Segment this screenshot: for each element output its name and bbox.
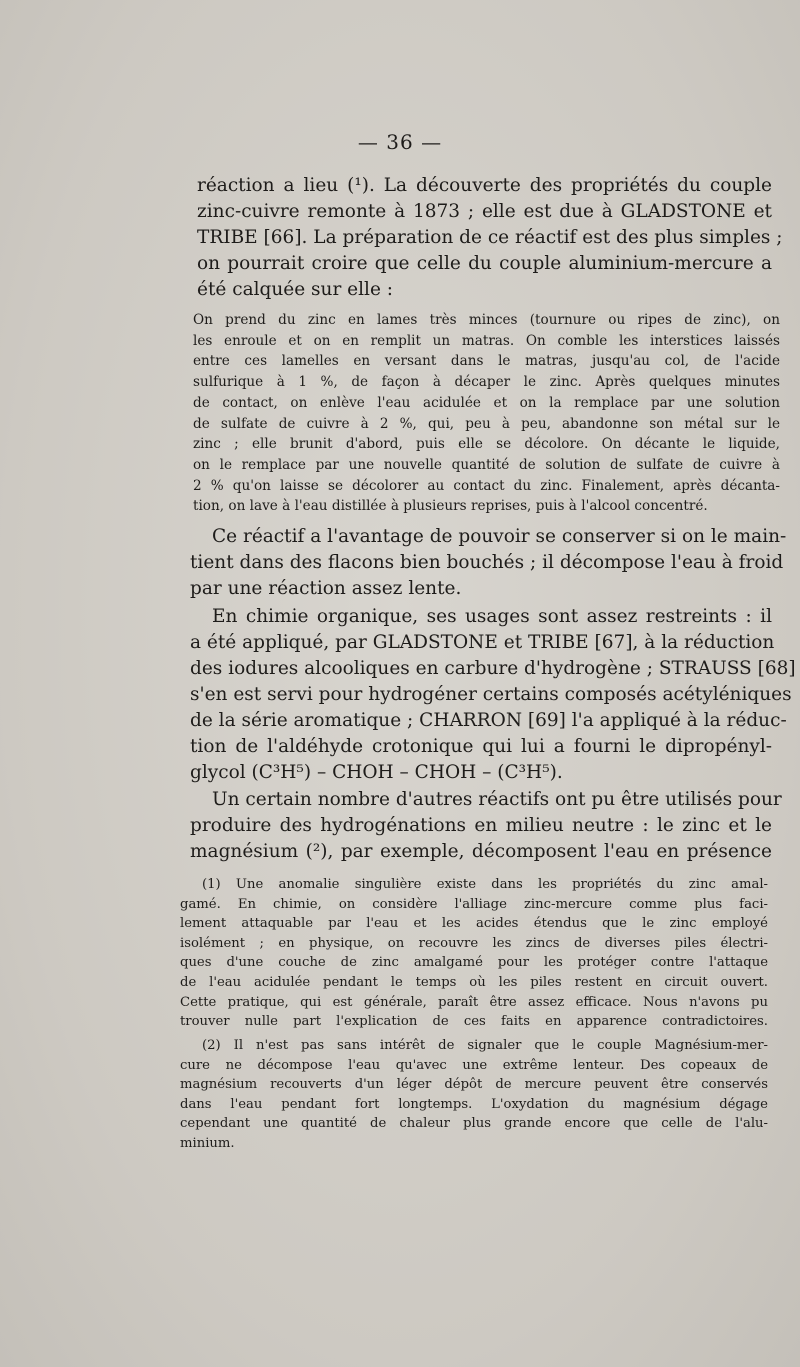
text-line: gamé. En chimie, on considère l'alliage zinc-mercure comme plus faci- [180,896,768,912]
text-line: dans l'eau pendant fort longtemps. L'oxydation du magnésium dégage [180,1096,768,1112]
footnote-2 [180,1036,768,1154]
text-line: produire des hydrogénations en milieu neutre : le zinc et le [190,815,772,836]
text-line: les enroule et on en remplit un matras. On comble les interstices laissés [193,332,780,349]
text-line: magnésium recouverts d'un léger dépôt de mercure peuvent être conservés [180,1077,768,1093]
text-line: Ce réactif a l'avantage de pouvoir se conserver si on le main- [212,526,787,547]
text-line: réaction a lieu (¹). La découverte des propriétés du couple [197,175,772,196]
text-line: trouver nulle part l'explication de ces faits en apparence contradictoires. [180,1014,768,1030]
text-line: Un certain nombre d'autres réactifs ont pu être utilisés pour [212,789,782,810]
text-line: (2) Il n'est pas sans intérêt de signaler que le couple Magnésium-mer- [202,1038,768,1053]
text-line: isolément ; en physique, on recouvre les zincs de diverses piles électri- [180,935,768,951]
text-line: on le remplace par une nouvelle quantité de solution de sulfate de cuivre à [193,456,780,473]
page-number: — 36 — [357,130,443,154]
quoted-procedure [193,310,780,517]
footnote-1 [180,875,768,1032]
text-line: (1) Une anomalie singulière existe dans les propriétés du zinc amal- [202,877,768,892]
text-line: ques d'une couche de zinc amalgamé pour les protéger contre l'attaque [180,955,768,971]
text-line: tion, on lave à l'eau distillée à plusieurs reprises, puis à l'alcool concentré. [193,498,708,515]
text-line: Cette pratique, qui est générale, paraît être assez efficace. Nous n'avons pu [180,994,768,1010]
paragraph-advantage [190,524,787,602]
text-line: sulfurique à 1 %, de façon à décaper le zinc. Après quelques minutes [193,374,780,391]
text-line: magnésium (²), par exemple, décomposent l'eau en présence [190,841,772,862]
text-line: de sulfate de cuivre à 2 %, qui, peu à peu, abandonne son métal sur le [193,415,780,432]
text-line: tient dans des flacons bien bouchés ; il décompose l'eau à froid [190,552,784,573]
paragraph-neutral-hydrogenation [190,787,782,865]
text-line: lement attaquable par l'eau et les acides étendus que le zinc employé [180,916,768,932]
text-line: En chimie organique, ses usages sont assez restreints : il [212,606,772,627]
text-line: de la série aromatique ; CHARRON [69] l'a appliqué à la réduc- [190,710,787,731]
text-line: été calquée sur elle : [197,279,394,300]
text-line: de l'eau acidulée pendant le temps où les piles restent en circuit ouvert. [180,974,768,990]
text-line: s'en est servi pour hydrogéner certains composés acétyléniques [190,684,792,705]
text-line: cure ne décompose l'eau qu'avec une extrême lenteur. Des copeaux de [180,1057,768,1073]
text-line: par une réaction assez lente. [190,578,462,599]
text-line: a été appliqué, par GLADSTONE et TRIBE [67], à la réduction [190,632,775,653]
text-line: zinc-cuivre remonte à 1873 ; elle est due à GLADSTONE et [197,201,772,222]
text-line: entre ces lamelles en versant dans le matras, jusqu'au col, de l'acide [193,353,780,370]
paragraph-intro [197,173,783,303]
text-line: zinc ; elle brunit d'abord, puis elle se décolore. On décante le liquide, [193,436,780,453]
text-line: glycol (C³H⁵) – CHOH – CHOH – (C³H⁵). [190,762,563,783]
text-line: on pourrait croire que celle du couple aluminium-mercure a [197,253,772,274]
text-line: TRIBE [66]. La préparation de ce réactif est des plus simples ; [197,227,783,248]
text-line: minium. [180,1135,235,1151]
text-line: 2 % qu'on laisse se décolorer au contact du zinc. Finalement, après décanta- [193,477,780,494]
paragraph-organic-chemistry [190,604,796,786]
text-line: tion de l'aldéhyde crotonique qui lui a fourni le dipropényl- [190,736,772,757]
text-line: cependant une quantité de chaleur plus grande encore que celle de l'alu- [180,1116,768,1132]
text-line: des iodures alcooliques en carbure d'hydrogène ; STRAUSS [68] [190,658,796,679]
text-line: On prend du zinc en lames très minces (tournure ou ripes de zinc), on [193,312,780,328]
text-line: de contact, on enlève l'eau acidulée et on la remplace par une solution [193,394,780,411]
